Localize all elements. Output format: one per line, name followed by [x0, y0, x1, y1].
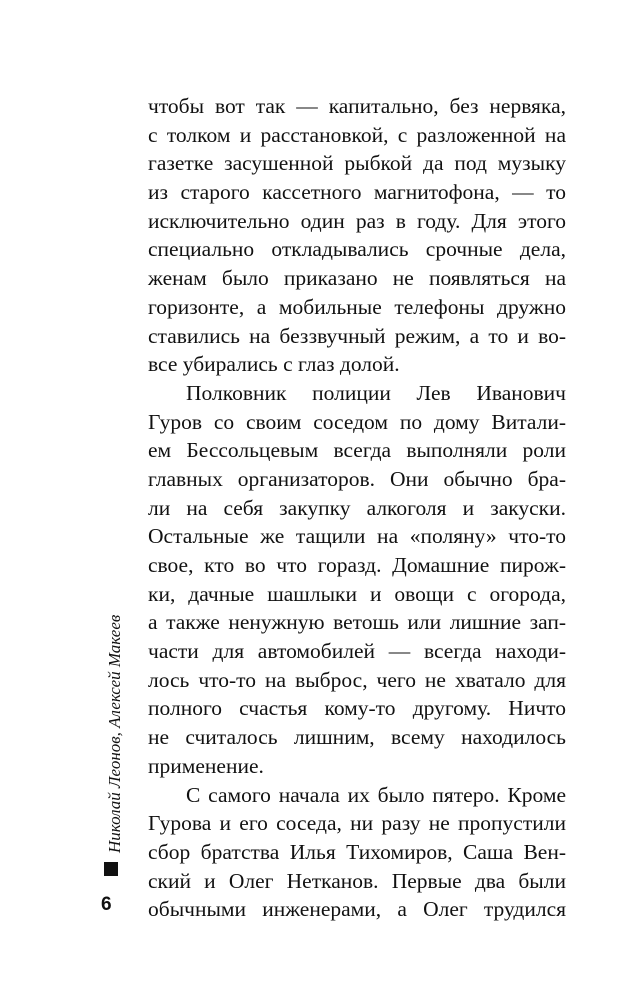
- text-line: ли на себя закупку алкоголя и закуски.: [148, 495, 566, 520]
- text-line: Остальные же тащили на «поляну» что-то: [148, 524, 566, 549]
- text-line: все убирались с глаз долой.: [148, 352, 400, 377]
- paragraph-start-line: Полковник полиции Лев Иванович: [186, 380, 566, 405]
- text-line: применение.: [148, 753, 264, 778]
- text-line: исключительно один раз в году. Для этого: [148, 208, 566, 233]
- text-line: ки, дачные шашлыки и овощи с огорода,: [148, 581, 566, 606]
- text-line: лось что-то на выброс, чего не хватало для: [148, 667, 566, 692]
- text-line: специально откладывались срочные дела,: [148, 237, 566, 262]
- text-line: части для автомобилей — всегда находи-: [148, 639, 566, 664]
- text-line: с толком и расстановкой, с разложенной на: [148, 122, 566, 147]
- text-line: чтобы вот так — капитально, без нервяка,: [148, 94, 566, 118]
- text-line: ставились на беззвучный режим, а то и во-: [148, 323, 566, 348]
- text-line: женам было приказано не появляться на: [148, 266, 566, 291]
- text-line: а также ненужную ветошь или лишние зап-: [148, 610, 566, 635]
- text-line: главных организаторов. Они обычно бра-: [148, 466, 566, 491]
- text-line: из старого кассетного магнитофона, — то: [148, 180, 566, 205]
- text-line: газетке засушенной рыбкой да под музыку: [148, 151, 566, 176]
- page-marker-square: [104, 862, 118, 876]
- text-line: не считалось лишним, всему находилось: [148, 725, 566, 750]
- text-line: полного счастья кому-то другому. Ничто: [148, 696, 566, 721]
- text-line: горизонте, а мобильные телефоны дружно: [148, 294, 566, 319]
- running-title-vertical: Николай Леонов, Алексей Макеев: [105, 614, 124, 853]
- text-line: Гуров со своим соседом по дому Витали-: [148, 409, 566, 434]
- body-text: [148, 92, 566, 924]
- text-line: сбор братства Илья Тихомиров, Саша Вен-: [148, 839, 566, 864]
- text-line: обычными инженерами, а Олег трудился: [148, 897, 566, 922]
- page-number: 6: [101, 894, 112, 915]
- text-line: свое, кто во что горазд. Домашние пирож-: [148, 553, 566, 577]
- text-line: ем Бессольцевым всегда выполняли роли: [148, 438, 566, 463]
- text-line: Гурова и его соседа, ни разу не пропустили: [148, 811, 566, 836]
- text-line: ский и Олег Нетканов. Первые два были: [148, 868, 566, 893]
- paragraph-start-line: С самого начала их было пятеро. Кроме: [186, 782, 566, 807]
